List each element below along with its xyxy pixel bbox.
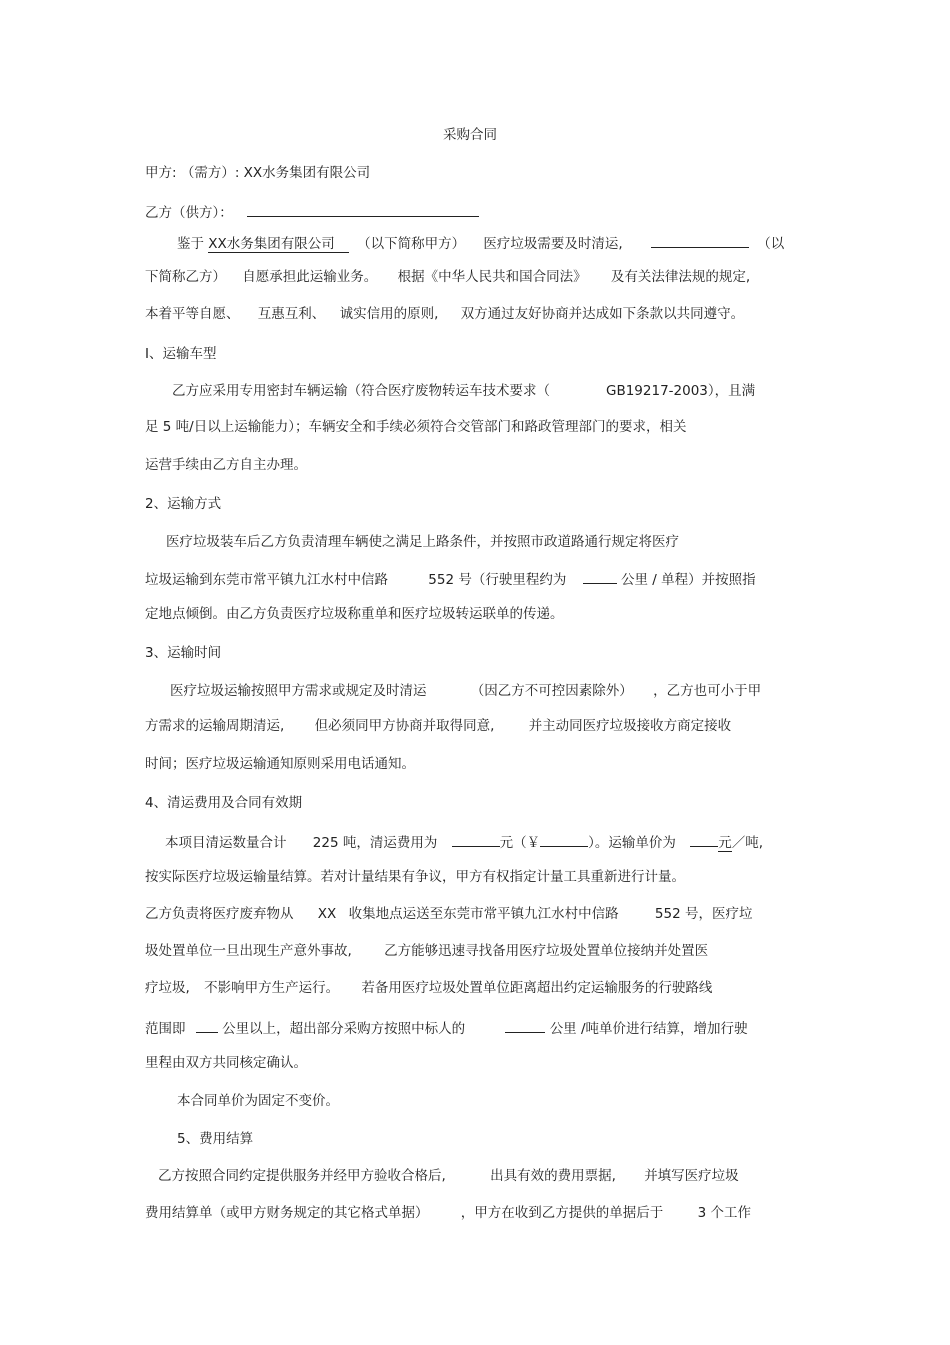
party-b-label: 乙方（供方）： (145, 205, 233, 221)
section-3-heading: 3、运输时间 (145, 645, 222, 661)
fee-blank (452, 831, 500, 847)
section-5-line-1: 乙方按照合同约定提供服务并经甲方验收合格后, 出具有效的费用票据, 并填写医疗垃圾 (158, 1168, 739, 1184)
range-km-blank (196, 1017, 218, 1033)
section-1-line-2: 足 5 吨/日以上运输能力）；车辆安全和手续必须符合交管部门和路政管理部门的要求，相关 (145, 419, 687, 435)
unit-price-blank (690, 831, 718, 847)
section-4-line-5: 疗垃圾, 不影响甲方生产运行。 若备用医疗垃圾处置单位距离超出约定运输服务的行驶路线 (145, 980, 713, 996)
intro-company: XX水务集团有限公司 (208, 236, 349, 253)
intro-line-3: 本着平等自愿、 互惠互利、 诚实信用的原则, 双方通过友好协商并达成如下条款以共同遵守。 (145, 306, 745, 322)
section-5-line-2: 费用结算单（或甲方财务规定的其它格式单据） ，甲方在收到乙方提供的单据后于 3 个工作 (145, 1205, 751, 1221)
section-2-heading: 2、运输方式 (145, 496, 222, 512)
section-3-line-1: 医疗垃圾运输按照甲方需求或规定及时清运 （因乙方不可控因素除外） ，乙方也可小于甲 (170, 683, 762, 699)
fee-amount-blank (540, 831, 588, 847)
section-3-line-3: 时间；医疗垃圾运输通知原则采用电话通知。 (145, 756, 415, 772)
section-4-line-3: 乙方负责将医疗废弃物从 XX 收集地点运送至东莞市常平镇九江水村中信路 552 号，医疗垃 (145, 906, 753, 922)
section-3-line-2: 方需求的运输周期清运, 但必须同甲方协商并取得同意, 并主动同医疗垃圾接收方商定接收 (145, 718, 732, 734)
bid-price-blank (505, 1017, 545, 1033)
section-4-line-4: 圾处置单位一旦出现生产意外事故, 乙方能够迅速寻找备用医疗垃圾处置单位接纳并处置医 (145, 943, 709, 959)
intro-line-1: 鉴于 XX水务集团有限公司 （以下简称甲方） 医疗垃圾需要及时清运, （以 (177, 232, 784, 253)
section-4-line-8: 本合同单价为固定不变价。 (177, 1093, 339, 1109)
section-4-line-6: 范围即 公里以上，超出部分采购方按照中标人的 公里 /吨单价进行结算，增加行驶 (145, 1017, 748, 1038)
intro-blank (651, 232, 749, 248)
section-1-heading: I、运输车型 (145, 346, 217, 362)
section-5-heading: 5、费用结算 (177, 1131, 254, 1147)
section-4-line-2: 按实际医疗垃圾运输量结算。若对计量结果有争议，甲方有权指定计量工具重新进行计量。 (145, 869, 685, 885)
distance-blank (583, 568, 617, 584)
section-4-heading: 4、清运费用及合同有效期 (145, 795, 303, 811)
section-1-line-3: 运营手续由乙方自主办理。 (145, 457, 307, 473)
section-4-line-7: 里程由双方共同核定确认。 (145, 1055, 307, 1071)
section-1-line-1: 乙方应采用专用密封车辆运输（符合医疗废物转运车技术要求（ GB19217-2003），且满 (172, 383, 756, 399)
page-title: 采购合同 (443, 127, 497, 143)
section-2-line-2: 垃圾运输到东莞市常平镇九江水村中信路 552 号（行驶里程约为 公里 / 单程）并按照指 (145, 568, 756, 589)
party-b-line (145, 201, 479, 222)
section-2-line-3: 定地点倾倒。由乙方负责医疗垃圾称重单和医疗垃圾转运联单的传递。 (145, 606, 564, 622)
intro-line-2: 下简称乙方） 自愿承担此运输业务。 根据《中华人民共和国合同法》 及有关法律法规的规定, (145, 269, 751, 285)
section-4-line-1: 本项目清运数量合计 225 吨，清运费用为 元（￥ ）。运输单价为 元／吨, (165, 831, 763, 852)
party-a-line: 甲方: （需方）: XX水务集团有限公司 (145, 165, 371, 181)
party-b-blank (247, 201, 479, 217)
section-2-line-1: 医疗垃圾装车后乙方负责清理车辆使之满足上路条件，并按照市政道路通行规定将医疗 (166, 534, 679, 550)
